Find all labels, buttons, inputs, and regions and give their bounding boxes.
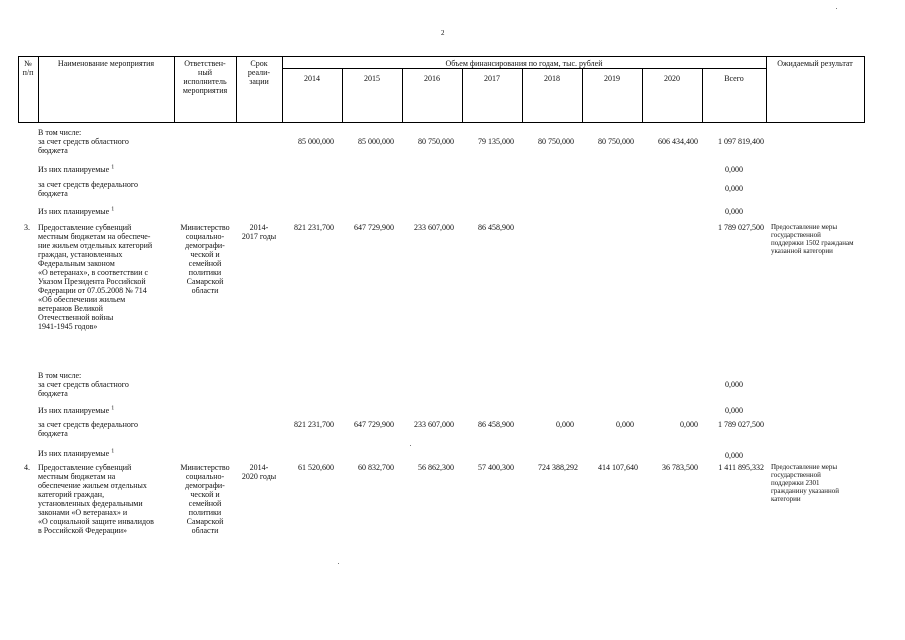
value-total: 1 411 895,332 [718,463,764,472]
value-2018: 0,000 [556,420,574,429]
header-term: Срок реали- зации [247,59,271,86]
header-year: 2019 [604,74,620,83]
header-year: 2015 [364,74,380,83]
value-total: 0,000 [725,184,743,193]
row-label: за счет средств федерального бюджета [38,420,138,438]
value-2016: 233 607,000 [414,223,454,232]
item-number: 3. [24,223,30,232]
value-2018: 80 750,000 [538,137,574,146]
value-2016: 56 862,300 [418,463,454,472]
value-total: 0,000 [725,207,743,216]
value-2017: 86 458,900 [478,420,514,429]
value-2014: 821 231,700 [294,223,334,232]
header-top-border [18,56,865,57]
value-2019: 80 750,000 [598,137,634,146]
value-2020: 0,000 [680,420,698,429]
value-2016: 233 607,000 [414,420,454,429]
value-2015: 60 832,700 [358,463,394,472]
header-name: Наименование мероприятия [57,59,155,68]
item-result: Предоставление меры государственной поддержки 2301 гражданину указанной категории [771,463,839,503]
value-2016: 80 750,000 [418,137,454,146]
header-year: 2014 [304,74,320,83]
header-num: № п/п [22,59,34,77]
footnote-mark: 1 [111,206,115,213]
row-label: Из них планируемые $^1$ [38,405,115,415]
value-total: 1 789 027,500 [718,223,764,232]
header-financing: Объем финансирования по годам, тыс. рублей [445,59,603,68]
value-total: 0,000 [725,406,743,415]
value-2014: 821 231,700 [294,420,334,429]
value-2018: 724 388,292 [538,463,578,472]
value-2014: 85 000,000 [298,137,334,146]
value-2017: 79 135,000 [478,137,514,146]
row-label: Из них планируемые $^1$ [38,448,115,458]
value-2014: 61 520,600 [298,463,334,472]
header-year-divider [282,68,766,69]
header-year: 2016 [424,74,440,83]
item-name: Предоставление субвенций местным бюджетам на обеспечение жильем отдельных категорий граждан, установленных федеральными законами «О ветеранах» и «О социальной защите инвалидов в Российской Федерации» [38,463,154,535]
footnote-mark: 1 [111,448,115,455]
value-2020: 36 783,500 [662,463,698,472]
footnote-mark: 1 [111,405,115,412]
item-responsible: Министерство социально- демографи- ческой и семейной политики Самарской области [180,223,230,295]
row-label: В том числе: за счет средств областного бюджета [38,371,129,398]
value-total: 1 789 027,500 [718,420,764,429]
item-name: Предоставление субвенций местным бюджетам на обеспече- ние жильем отдельных категорий граждан, установленных Федеральным законом «О ветеранах», в соответствии с Указом Президента Российской Федерации от 07.05.2008 № 714 «Об обеспечении жильем ветеранов Великой Отечественной войны 1941-1945 годов» [38,223,153,331]
item-number: 4. [24,463,30,472]
value-total: 0,000 [725,380,743,389]
header-year: 2018 [544,74,560,83]
value-2015: 85 000,000 [358,137,394,146]
header-total: Всего [724,74,744,83]
value-2015: 647 729,900 [354,420,394,429]
value-2020: 606 434,400 [658,137,698,146]
header-year: 2017 [484,74,500,83]
value-2019: 414 107,640 [598,463,638,472]
header-result: Ожидаемый результат [777,59,853,68]
header-bottom-border [18,122,865,123]
value-2015: 647 729,900 [354,223,394,232]
row-label: за счет средств федерального бюджета [38,180,138,198]
value-2019: 0,000 [616,420,634,429]
scan-speck [836,8,837,9]
header-year: 2020 [664,74,680,83]
item-result: Предоставление меры государственной поддержки 1502 гражданам указанной категории [771,223,854,255]
page-number: 2 [441,29,445,37]
value-total: 0,000 [725,165,743,174]
col-border [864,56,865,123]
footnote-mark: 1 [111,164,115,171]
value-total: 1 097 819,400 [718,137,764,146]
value-total: 0,000 [725,451,743,460]
scan-speck [410,445,411,446]
item-term: 2014- 2020 годы [241,463,277,481]
scan-speck [338,563,339,564]
header-responsible: Ответствен- ный исполнитель мероприятия [182,59,228,95]
item-responsible: Министерство социально- демографи- ческой и семейной политики Самарской области [180,463,230,535]
row-label: Из них планируемые $^1$ [38,164,115,174]
item-term: 2014- 2017 годы [241,223,277,241]
value-2017: 57 400,300 [478,463,514,472]
row-label: Из них планируемые $^1$ [38,206,115,216]
row-label: В том числе: за счет средств областного бюджета [38,128,129,155]
value-2017: 86 458,900 [478,223,514,232]
